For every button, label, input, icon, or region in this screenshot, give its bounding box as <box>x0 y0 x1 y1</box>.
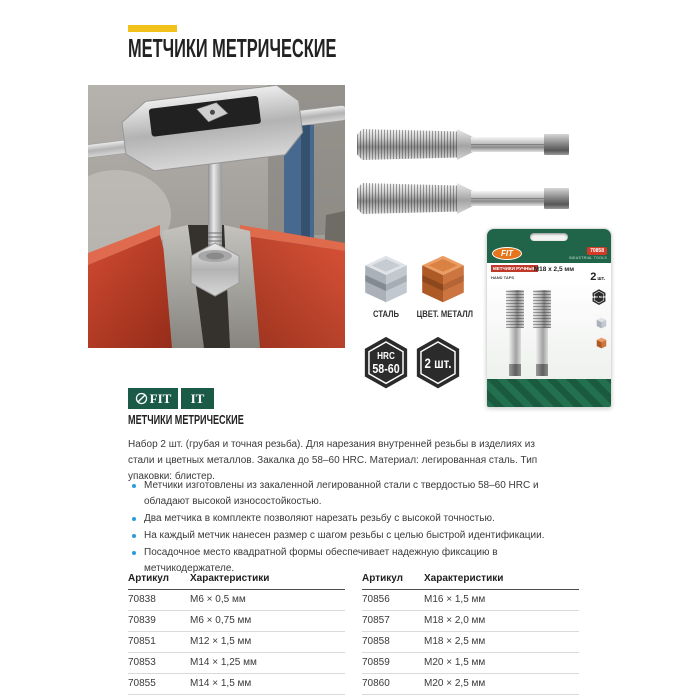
packaged-tap-square <box>509 364 521 376</box>
table-col-header: Артикул <box>362 570 424 590</box>
list-item <box>128 511 576 527</box>
product-description: Набор 2 шт. (грубая и точная резьба). Для нарезания внутренней резьбы в изделиях из стали и цветных металлов. Закалка до 58–60 HRC. Материал: легированная сталь. Тип упаковки: блистер. <box>128 439 538 482</box>
sku-cell: 70853 <box>128 653 190 674</box>
hardness-badge <box>363 336 409 390</box>
package-sku-badge: 70858 <box>587 247 607 255</box>
package-hrc-badge: HRC 58-60 <box>592 289 606 305</box>
tap-thread <box>357 183 459 214</box>
sku-cell: 70855 <box>128 674 190 695</box>
spec-cell: M16 × 1,5 мм <box>424 590 579 611</box>
table-row <box>128 653 345 674</box>
packaged-tap-1 <box>506 290 524 376</box>
table-row <box>362 653 579 674</box>
packaged-tap-2 <box>533 290 551 376</box>
tap-thread <box>357 129 459 160</box>
hang-slot <box>530 233 568 241</box>
package-stripes <box>487 379 611 408</box>
tap-square-end <box>544 134 569 155</box>
sku-cell: 70838 <box>128 590 190 611</box>
tap-image-1 <box>357 127 569 163</box>
packaged-tap-square <box>536 364 548 376</box>
page-title: МЕТЧИКИ МЕТРИЧЕСКИЕ <box>128 33 337 63</box>
table-header-row <box>362 570 579 590</box>
tap-image-2 <box>357 181 569 217</box>
quantity-badge-text: 2 шт. <box>424 354 452 371</box>
package-header <box>487 229 611 263</box>
package-tagline: INDUSTRIAL TOOLS <box>568 256 607 260</box>
bullet-icon <box>132 534 136 538</box>
fit-logo-box <box>128 388 178 409</box>
table-col-header: Характеристики <box>424 570 579 590</box>
feature-text: Посадочное место квадратной формы обеспечивает надежную фиксацию в метчикодержателе. <box>144 547 498 574</box>
table-row <box>128 632 345 653</box>
table-row <box>128 611 345 632</box>
table-row <box>362 590 579 611</box>
bullet-icon <box>132 517 136 521</box>
table-row <box>362 674 579 695</box>
quantity-badge <box>415 336 461 390</box>
package-blister <box>487 287 611 379</box>
sku-cell: 70856 <box>362 590 424 611</box>
packaged-tap-body <box>536 328 548 364</box>
spec-cell: M14 × 1,5 мм <box>190 674 345 695</box>
accent-bar <box>128 25 177 32</box>
feature-list <box>128 478 576 578</box>
application-photo <box>88 85 345 348</box>
fit-logo: FIT <box>492 247 522 260</box>
package-title-en: HAND TAPS <box>491 275 515 280</box>
package-info-row <box>487 263 611 287</box>
hardness-badge-text: HRC 58-60 <box>372 350 400 376</box>
fit-circle-icon <box>135 392 148 405</box>
tap-square-end <box>544 188 569 209</box>
table-row <box>362 632 579 653</box>
table-row <box>362 611 579 632</box>
brand-logo <box>128 388 214 409</box>
packaged-tap-body <box>509 328 521 364</box>
material-nonferrous <box>412 252 474 319</box>
copper-cube-icon <box>596 337 607 349</box>
table-row <box>128 674 345 695</box>
steel-cube-icon <box>362 252 410 306</box>
spec-cell: M6 × 0,75 мм <box>190 611 345 632</box>
sku-cell: 70859 <box>362 653 424 674</box>
sku-cell: 70860 <box>362 674 424 695</box>
spec-cell: M20 × 2,5 мм <box>424 674 579 695</box>
material-steel <box>358 252 414 319</box>
sku-table-right <box>362 570 579 695</box>
it-logo-text: IT <box>190 390 205 406</box>
package-quantity: 2 шт. <box>590 271 605 283</box>
material-steel-label: СТАЛЬ <box>372 309 400 319</box>
sku-cell: 70857 <box>362 611 424 632</box>
packaged-tap-thread <box>506 290 524 328</box>
feature-text: На каждый метчик нанесен размер с шагом резьбы с целью быстрой идентификации. <box>144 530 545 541</box>
table-row <box>128 590 345 611</box>
material-nonferrous-label: ЦВЕТ. МЕТАЛЛ <box>416 309 473 319</box>
packaged-tap-thread <box>533 290 551 328</box>
sku-cell: 70851 <box>128 632 190 653</box>
bullet-icon <box>132 551 136 555</box>
spec-cell: M20 × 1,5 мм <box>424 653 579 674</box>
list-item <box>128 528 576 544</box>
table-header-row <box>128 570 345 590</box>
table-col-header: Артикул <box>128 570 190 590</box>
steel-cube-icon <box>596 317 607 329</box>
sku-cell: 70839 <box>128 611 190 632</box>
spec-cell: M12 × 1,5 мм <box>190 632 345 653</box>
spec-cell: M18 × 2,5 мм <box>424 632 579 653</box>
sku-cell: 70858 <box>362 632 424 653</box>
product-name: МЕТЧИКИ МЕТРИЧЕСКИЕ <box>128 412 244 427</box>
package-title-ru: МЕТЧИКИ РУЧНЫЕ <box>493 266 536 271</box>
feature-text: Метчики изготовлены из закаленной легированной стали с твердостью 58–60 HRC и обладают высокой износостойкостью. <box>144 480 539 507</box>
tap-shank <box>471 137 547 152</box>
package-size-label: M18 x 2,5 мм <box>533 266 575 273</box>
tap-shank <box>471 191 547 206</box>
fit-logo-text: FIT <box>149 390 172 406</box>
package-brand-row <box>492 247 607 260</box>
spec-cell: M14 × 1,25 мм <box>190 653 345 674</box>
it-logo-box <box>181 388 214 409</box>
feature-text: Два метчика в комплекте позволяют нарезать резьбу с высокой точностью. <box>144 513 495 524</box>
list-item <box>128 478 576 510</box>
sku-table-left <box>128 570 345 695</box>
spec-cell: M6 × 0,5 мм <box>190 590 345 611</box>
copper-cube-icon <box>419 252 467 306</box>
package-side-icons <box>596 317 607 349</box>
spec-cell: M18 × 2,0 мм <box>424 611 579 632</box>
blister-package <box>486 228 612 408</box>
bullet-icon <box>132 484 136 488</box>
table-col-header: Характеристики <box>190 570 345 590</box>
